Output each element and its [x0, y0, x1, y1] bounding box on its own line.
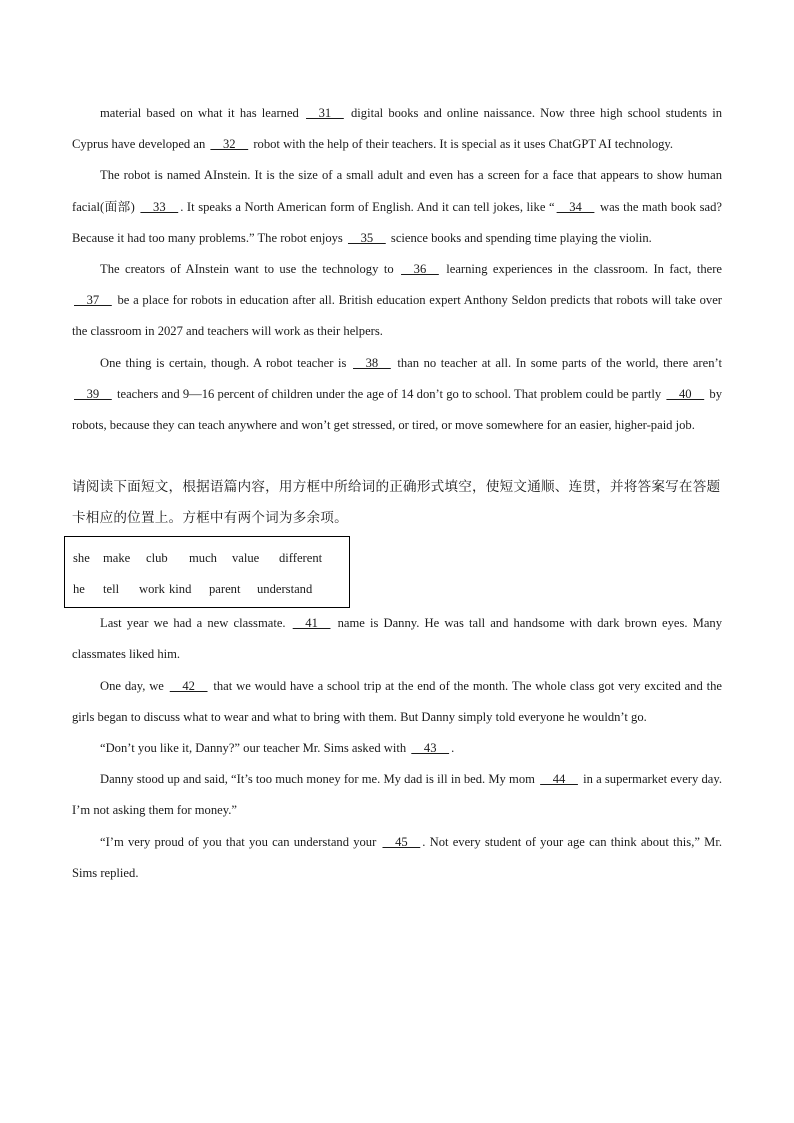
- text-run: name is Danny. He was tall and handsome with dark brown eyes. Many classmates liked him.: [72, 616, 723, 662]
- word-option-he: he: [73, 582, 85, 597]
- word-option-parent: parent: [209, 582, 241, 597]
- word-option-much: much: [189, 551, 217, 566]
- text-run: Last year we had a new classmate.: [100, 616, 291, 631]
- text-run: “Don’t you like it, Danny?” our teacher Mr. Sims asked with: [100, 741, 410, 756]
- word-option-work: work: [139, 582, 165, 597]
- text-run: Danny stood up and said, “It’s too much money for me. My dad is ill in bed. My mom: [100, 772, 539, 787]
- answer-blank-33[interactable]: 33: [140, 199, 179, 214]
- section-gap: [72, 441, 722, 472]
- text-run: .: [451, 741, 455, 756]
- word-option-different: different: [279, 551, 323, 566]
- text-run: science books and spending time playing the violin.: [387, 230, 652, 245]
- answer-blank-31[interactable]: 31: [306, 106, 344, 120]
- passage2-paragraph-2: [72, 671, 722, 733]
- passage1-paragraph-3: [72, 254, 722, 348]
- word-option-kind: kind: [169, 582, 192, 597]
- text-run: teachers and 9—16 percent of children under the age of 14 don’t go to school. That problem could be partly: [113, 386, 665, 401]
- passage2-paragraph-4: [72, 764, 722, 826]
- text-run: than no teacher at all. In some parts of the world, there aren’t: [392, 355, 722, 370]
- text-run: One thing is certain, though. A robot teacher is: [100, 355, 352, 370]
- word-box-row-1: [73, 543, 349, 574]
- passage2-paragraph-1: [72, 608, 722, 670]
- word-box: [64, 536, 350, 608]
- text-run: The creators of AInstein want to use the technology to: [100, 262, 400, 277]
- word-option-club: club: [146, 551, 168, 566]
- text-run: . It speaks a North American form of English. And it can tell jokes, like “: [180, 199, 555, 214]
- text-run: robot with the help of their teachers. It is special as it uses ChatGPT AI technology.: [250, 137, 674, 152]
- text-run: by robots, because they can teach anywhere and won’t get stressed, or tired, or move somewhere for an easier, higher-paid job.: [72, 386, 722, 433]
- text-run: in a supermarket every day. I’m not asking them for money.”: [72, 772, 722, 818]
- document-page: [72, 98, 722, 889]
- text-run: that we would have a school trip at the end of the month. The whole class got very excited and the girls began to discuss what to wear and what to bring with them. But Danny simply told everyone he wouldn’t go.: [72, 678, 723, 724]
- text-run: be a place for robots in education after all. British education expert Anthony Seldon predicts that robots will take over the classroom in 2027 and teachers will work as their helpers.: [72, 293, 722, 339]
- answer-blank-34[interactable]: 34: [556, 199, 595, 214]
- word-box-row-2: [73, 574, 349, 605]
- passage1-paragraph-1: [72, 98, 722, 160]
- text-run: . Not every student of your age can think about this,” Mr. Sims replied.: [72, 834, 722, 880]
- answer-blank-42[interactable]: 42: [169, 678, 208, 693]
- answer-blank-43[interactable]: 43: [411, 741, 450, 756]
- answer-blank-32[interactable]: 32: [210, 137, 249, 152]
- word-option-she: she: [73, 551, 90, 566]
- answer-blank-41[interactable]: 41: [292, 616, 331, 631]
- text-run: was the math book sad? Because it had too many problems.” The robot enjoys: [72, 199, 723, 245]
- answer-blank-37[interactable]: 37: [74, 293, 112, 308]
- answer-blank-45[interactable]: 45: [382, 834, 421, 849]
- word-option-understand: understand: [257, 582, 313, 597]
- instructions-text: 请阅读下面短文，根据语篇内容，用方框中所给词的正确形式填空，使短文通顺、连贯，并将答案写在答题卡相应的位置上。方框中有两个词为多余项。: [72, 479, 721, 527]
- text-run: The robot is named AInstein. It is the size of a small adult and even has a screen for a face that appears to show human facial(面部): [72, 168, 722, 214]
- passage2-paragraph-3: [72, 733, 722, 764]
- word-option-tell: tell: [103, 582, 120, 597]
- passage1-paragraph-4: [72, 348, 722, 442]
- answer-blank-35[interactable]: 35: [347, 230, 386, 245]
- answer-blank-36[interactable]: 36: [401, 262, 439, 277]
- passage2-paragraph-5: [72, 827, 722, 889]
- text-run: material based on what it has learned: [100, 106, 305, 120]
- answer-blank-38[interactable]: 38: [353, 355, 391, 370]
- word-option-make: make: [103, 551, 131, 566]
- text-run: “I’m very proud of you that you can understand your: [100, 834, 381, 849]
- text-run: learning experiences in the classroom. In fact, there: [440, 262, 722, 277]
- passage1-paragraph-2: [72, 160, 722, 254]
- word-option-value: value: [232, 551, 260, 566]
- answer-blank-44[interactable]: 44: [540, 772, 578, 787]
- answer-blank-40[interactable]: 40: [666, 386, 705, 401]
- answer-blank-39[interactable]: 39: [74, 386, 112, 401]
- text-run: One day, we: [100, 678, 168, 693]
- text-run: digital books and online naissance. Now three high school students in Cyprus have developed an: [72, 106, 722, 152]
